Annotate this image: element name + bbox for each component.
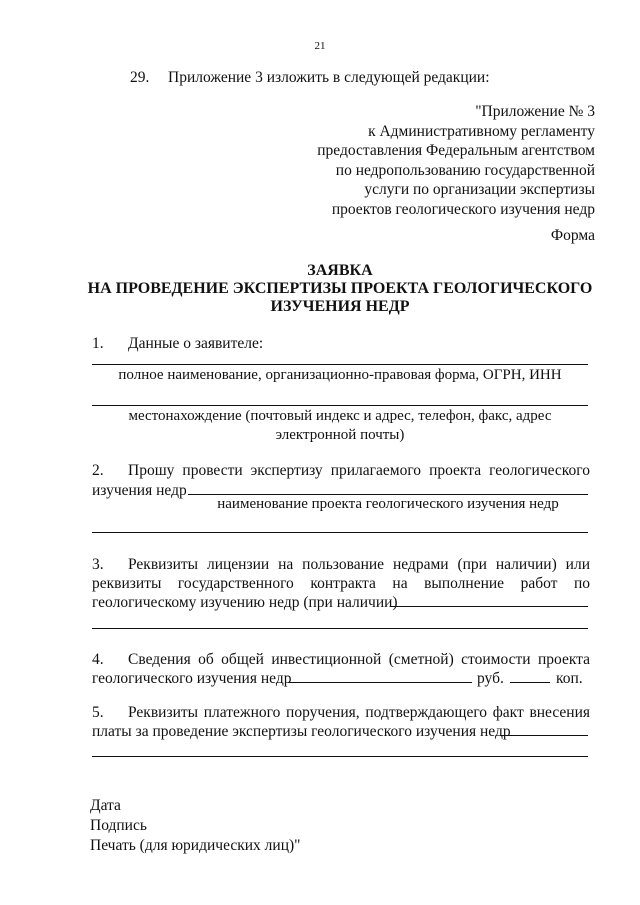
project-name-field-2[interactable] (92, 532, 588, 533)
document-title: ЗАЯВКА (307, 262, 373, 279)
applicant-address-field[interactable] (92, 405, 588, 406)
intro-number: 29. (130, 69, 150, 86)
section3-text: Реквизиты лицензии на пользование недрами (при наличии) или (128, 556, 590, 573)
section1-label: Данные о заявителе: (128, 335, 264, 352)
cost-kop-field[interactable] (510, 682, 550, 683)
appendix-header (317, 102, 595, 219)
form-label: Форма (550, 227, 595, 244)
signature-label: Подпись (90, 817, 147, 834)
applicant-name-caption: полное наименование, организационно-правовая форма, ОГРН, ИНН (118, 367, 562, 383)
appendix-line: к Административному регламенту (368, 122, 595, 140)
date-label: Дата (90, 797, 121, 814)
section1-number: 1. (92, 335, 104, 352)
section5-text-2: платы за проведение экспертизы геологического изучения недр (92, 723, 511, 740)
section4-number: 4. (92, 651, 104, 668)
section3-text-3: геологическому изучению недр (при наличии) (92, 594, 398, 611)
kop-label: коп. (556, 670, 583, 687)
section5-text: Реквизиты платежного поручения, подтверждающего факт внесения (128, 704, 590, 721)
applicant-address-caption-2: электронной почты) (275, 427, 405, 443)
appendix-line: услуги по организации экспертизы (364, 181, 595, 198)
section5-number: 5. (92, 704, 104, 721)
payment-field[interactable] (500, 735, 588, 736)
section4-text-2: геологического изучения недр (92, 670, 292, 687)
page-number: 21 (314, 40, 326, 52)
section2-text-2: изучения недр (92, 482, 187, 499)
appendix-line: по недропользованию государственной (335, 161, 595, 179)
rub-label: руб. (477, 670, 504, 687)
project-name-field[interactable] (188, 494, 588, 495)
license-field[interactable] (390, 606, 588, 607)
section2-number: 2. (92, 462, 104, 479)
seal-label: Печать (для юридических лиц)" (90, 837, 301, 854)
applicant-name-field[interactable] (92, 364, 588, 365)
section3-text-2: реквизиты государственного контракта на выполнение работ по (92, 575, 590, 592)
document-title-line3: ИЗУЧЕНИЯ НЕДР (270, 298, 410, 315)
appendix-line: проектов геологического изучения недр (331, 200, 595, 218)
payment-field-2[interactable] (92, 756, 588, 757)
appendix-line: "Приложение № 3 (475, 103, 595, 120)
project-name-caption: наименование проекта геологического изучения недр (217, 496, 559, 512)
applicant-address-caption: местонахождение (почтовый индекс и адрес, телефон, факс, адрес (128, 408, 552, 424)
section4-text: Сведения об общей инвестиционной (сметной) стоимости проекта (128, 651, 590, 668)
intro-text: Приложение 3 изложить в следующей редакции: (168, 69, 490, 86)
appendix-line: предоставления Федеральным агентством (317, 142, 595, 159)
document-title-line2: НА ПРОВЕДЕНИЕ ЭКСПЕРТИЗЫ ПРОЕКТА ГЕОЛОГИЧЕСКОГО (87, 280, 593, 297)
cost-rub-field[interactable] (288, 682, 472, 683)
license-field-2[interactable] (92, 628, 588, 629)
section2-text: Прошу провести экспертизу прилагаемого проекта геологического (128, 462, 590, 479)
section3-number: 3. (92, 556, 104, 573)
